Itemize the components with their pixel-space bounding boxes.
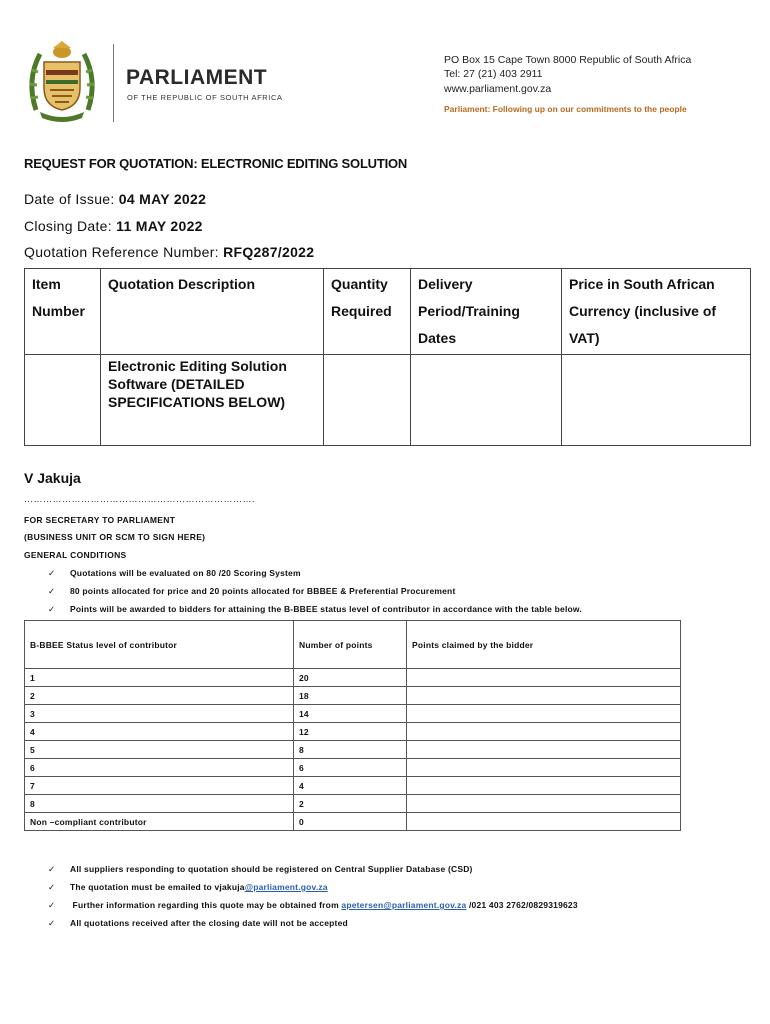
header-divider [113,44,114,122]
points-claimed-cell[interactable] [407,723,681,741]
table-row: 5 8 [25,741,681,759]
website[interactable]: www.parliament.gov.za [444,83,552,95]
issue-value: 04 MAY 2022 [118,191,207,207]
postal-address: PO Box 15 Cape Town 8000 Republic of South Africa [444,54,692,66]
reference-label: Quotation Reference Number: [24,244,219,260]
table-row: 3 14 [25,705,681,723]
table-row: 4 12 [25,723,681,741]
signature-line: ………………………………………………………………. [24,494,256,504]
header-number-points: Number of points [294,621,407,669]
quotation-table [24,268,751,446]
header-quantity: Quantity Required [324,269,411,355]
closing-date [24,218,203,234]
table-row: 2 18 [25,687,681,705]
points-claimed-cell[interactable] [407,669,681,687]
check-icon: ✓ [48,586,56,596]
signatory-name: V Jakuja [24,470,81,486]
table-row: 1 20 [25,669,681,687]
motto: Parliament: Following up on our commitments to the people [444,104,687,114]
table-row: 7 4 [25,777,681,795]
bbbee-points-table [24,620,681,831]
header-item-number: Item Number [25,269,101,355]
coat-of-arms-logo [22,40,102,122]
header-price: Price in South African Currency (inclusive of VAT) [562,269,751,355]
check-icon: ✓ [48,900,56,910]
cell-delivery[interactable] [411,355,562,446]
points-claimed-cell[interactable] [407,813,681,831]
points-claimed-cell[interactable] [407,795,681,813]
header-description: Quotation Description [101,269,324,355]
reference-value: RFQ287/2022 [223,244,315,260]
reference-number [24,244,314,260]
brand-subtitle: OF THE REPUBLIC OF SOUTH AFRICA [127,93,283,102]
general-conditions-heading: GENERAL CONDITIONS [24,550,127,560]
check-icon: ✓ [48,864,56,874]
telephone: Tel: 27 (21) 403 2911 [444,68,543,80]
points-claimed-cell[interactable] [407,759,681,777]
list-item: ✓ Quotations will be evaluated on 80 /20 Scoring System [48,568,301,578]
business-unit-note: (BUSINESS UNIT OR SCM TO SIGN HERE) [24,532,206,542]
issue-date [24,191,206,207]
header-points-claimed: Points claimed by the bidder [407,621,681,669]
for-secretary: FOR SECRETARY TO PARLIAMENT [24,515,176,525]
document-title: REQUEST FOR QUOTATION: ELECTRONIC EDITING SOLUTION [24,156,408,171]
list-item: ✓ All quotations received after the closing date will not be accepted [48,918,348,928]
check-icon: ✓ [48,918,56,928]
table-header-row [25,621,681,669]
list-item: ✓ The quotation must be emailed to vjakuja@parliament.gov.za [48,882,328,892]
cell-price[interactable] [562,355,751,446]
points-claimed-cell[interactable] [407,741,681,759]
issue-label: Date of Issue: [24,191,115,207]
contact-email-link[interactable]: apetersen@parliament.gov.za [341,900,467,910]
header-delivery: Delivery Period/Training Dates [411,269,562,355]
header-status-level: B-BBEE Status level of contributor [25,621,294,669]
list-item: ✓ Further information regarding this quote may be obtained from apetersen@parliament.gov.za /021 403 2762/0829319623 [48,900,578,910]
points-claimed-cell[interactable] [407,777,681,795]
list-item: ✓ All suppliers responding to quotation should be registered on Central Supplier Database (CSD) [48,864,473,874]
table-row: 8 2 [25,795,681,813]
cell-quantity[interactable] [324,355,411,446]
points-claimed-cell[interactable] [407,687,681,705]
brand-title: PARLIAMENT [126,66,268,89]
check-icon: ✓ [48,882,56,892]
cell-description: Electronic Editing Solution Software (DETAILED SPECIFICATIONS BELOW) [101,355,324,446]
table-header-row [25,269,751,355]
closing-value: 11 MAY 2022 [116,218,203,234]
points-claimed-cell[interactable] [407,705,681,723]
list-item: ✓ Points will be awarded to bidders for attaining the B-BBEE status level of contributor in accordance with the table below. [48,604,582,614]
table-row: Non –compliant contributor 0 [25,813,681,831]
table-row [25,355,751,446]
closing-label: Closing Date: [24,218,112,234]
table-row: 6 6 [25,759,681,777]
list-item: ✓ 80 points allocated for price and 20 points allocated for BBBEE & Preferential Procurement [48,586,456,596]
check-icon: ✓ [48,568,56,578]
check-icon: ✓ [48,604,56,614]
cell-item[interactable] [25,355,101,446]
email-link[interactable]: @parliament.gov.za [244,882,328,892]
